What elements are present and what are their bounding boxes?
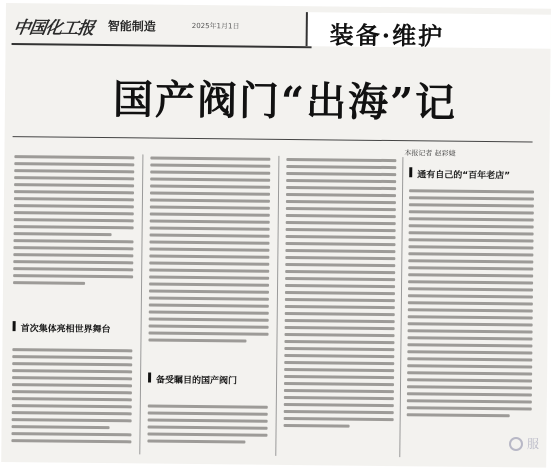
subhead-left: 首次集体亮相世界舞台 <box>20 324 111 336</box>
text-column-1 <box>13 155 134 289</box>
watermark-text: 服 <box>526 437 539 451</box>
text-column-2 <box>148 157 270 347</box>
headline-rule <box>13 136 533 142</box>
watermark-icon <box>509 437 523 451</box>
column-divider <box>139 154 143 454</box>
page-tag: 智能制造 <box>107 19 156 34</box>
subhead-marker <box>148 373 151 383</box>
text-column-3 <box>284 158 397 432</box>
masthead-rule <box>12 43 312 48</box>
subhead-marker <box>409 167 412 177</box>
watermark <box>509 435 539 452</box>
article-headline: 国产阀门“出海”记 <box>112 76 458 127</box>
article-byline: 本报记者 赵彩婕 <box>404 149 456 158</box>
text-column-4 <box>407 189 534 421</box>
subhead-marker <box>13 321 16 331</box>
issue-date: 2025年1月1日 <box>191 21 240 31</box>
text-column-2b <box>147 405 267 448</box>
section-header <box>306 12 551 49</box>
newspaper-page <box>1 3 551 468</box>
column-divider <box>275 156 279 456</box>
masthead <box>11 13 314 42</box>
newspaper-logo: 中国化工报 <box>11 18 95 39</box>
subhead-right: 通有自己的“百年老店” <box>417 170 511 182</box>
subhead-middle: 备受瞩目的国产阀门 <box>156 375 238 387</box>
text-column-1b <box>11 348 132 447</box>
column-divider <box>399 157 403 457</box>
section-title: 装备·维护 <box>329 20 445 51</box>
